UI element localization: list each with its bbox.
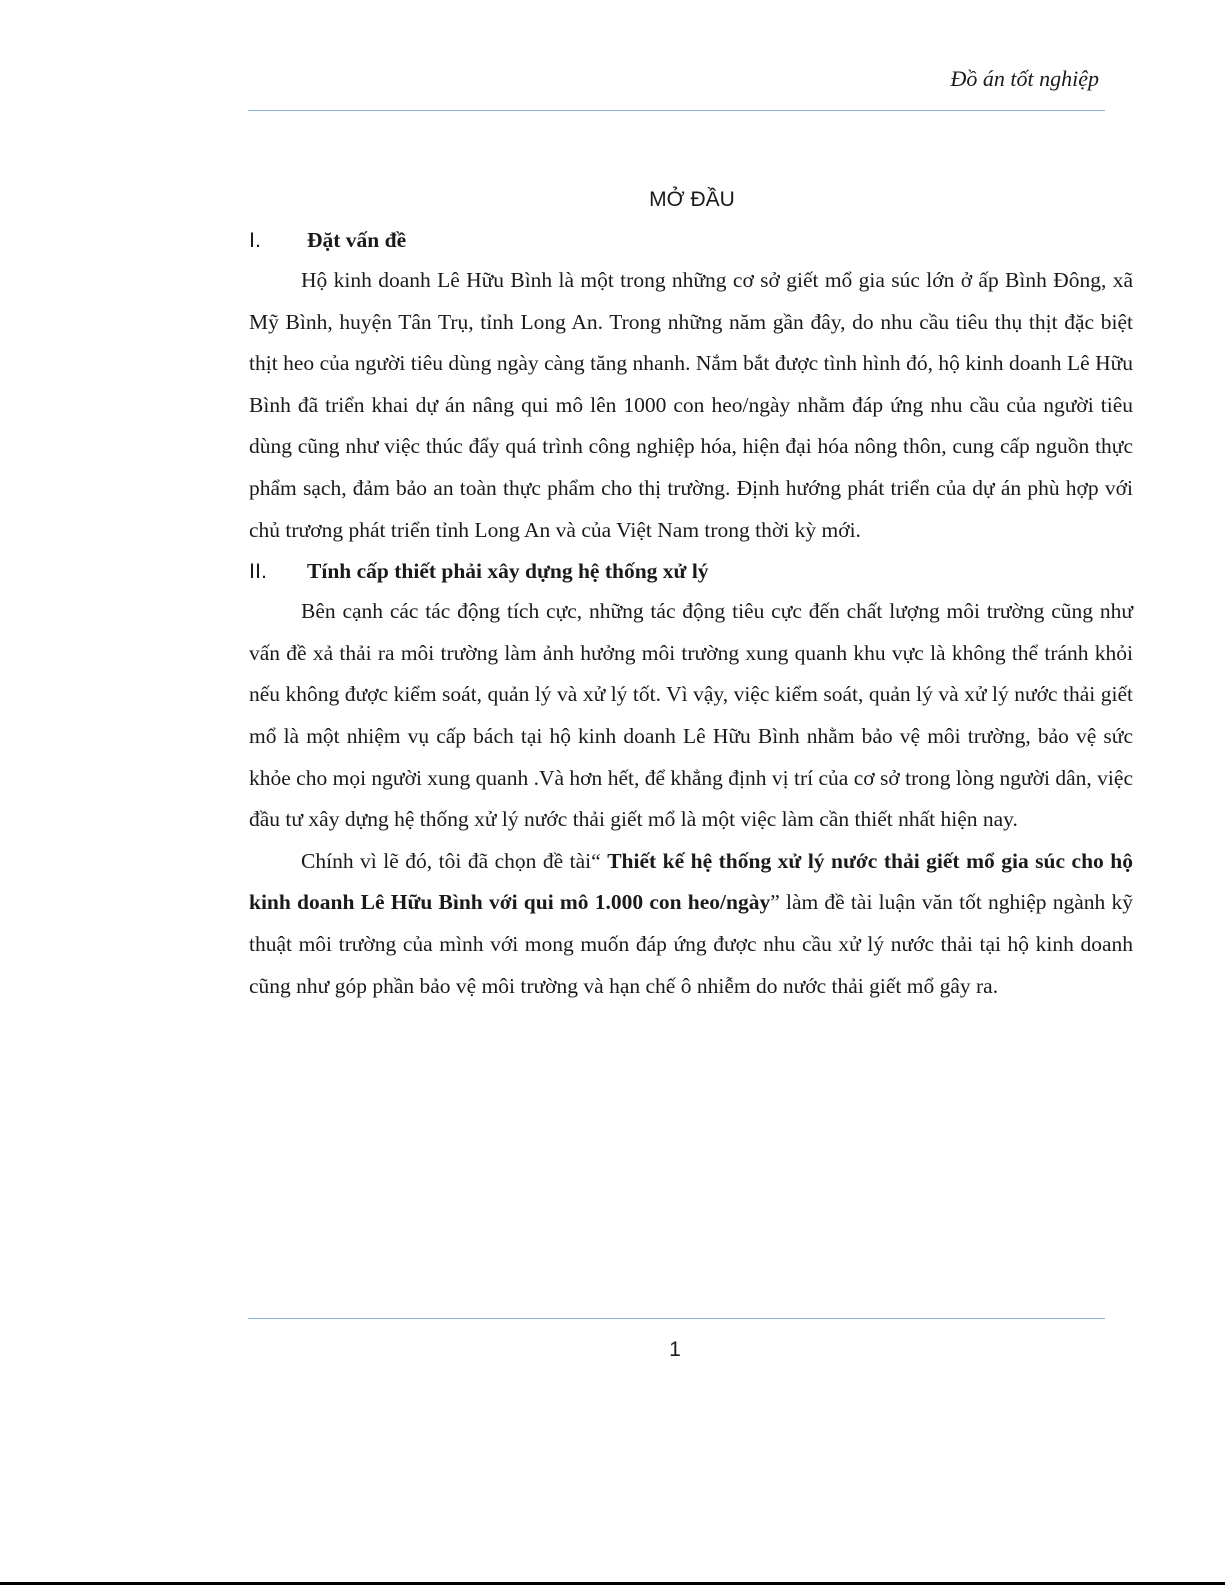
section-heading-1 (249, 220, 1133, 260)
paragraph: Bên cạnh các tác động tích cực, những tác động tiêu cực đến chất lượng môi trường cũng như vấn đề xả thải ra môi trường làm ảnh hưởng môi trường xung quanh khu vực là không thể tránh khỏi nếu không được kiểm soát, quản lý và xử lý tốt. Vì vậy, việc kiểm soát, quản lý và xử lý nước thải giết mổ là một nhiệm vụ cấp bách tại hộ kinh doanh Lê Hữu Bình nhằm bảo vệ môi trường, bảo vệ sức khỏe cho mọi người xung quanh .Và hơn hết, để khẳng định vị trí của cơ sở trong lòng người dân, việc đầu tư xây dựng hệ thống xử lý nước thải giết mổ là một việc làm cần thiết nhất hiện nay. (249, 599, 1133, 832)
section-heading-text: Đặt vấn đề (307, 228, 407, 252)
footer-rule (248, 1318, 1105, 1319)
section-number: II. (249, 559, 267, 584)
paragraph: Hộ kinh doanh Lê Hữu Bình là một trong những cơ sở giết mổ gia súc lớn ở ấp Bình Đông, xã Mỹ Bình, huyện Tân Trụ, tỉnh Long An. Trong những năm gần đây, do nhu cầu tiêu thụ thịt đặc biệt thịt heo của người tiêu dùng ngày càng tăng nhanh. Nắm bắt được tình hình đó, hộ kinh doanh Lê Hữu Bình đã triển khai dự án nâng qui mô lên 1000 con heo/ngày nhằm đáp ứng nhu cầu của người tiêu dùng cũng như việc thúc đẩy quá trình công nghiệp hóa, hiện đại hóa nông thôn, cung cấp nguồn thực phẩm sạch, đảm bảo an toàn thực phẩm cho thị trường. Định hướng phát triển của dự án phù hợp với chủ trương phát triển tỉnh Long An và của Việt Nam trong thời kỳ mới. (249, 268, 1133, 542)
closing-text-after: ” làm đề tài luận văn tốt nghiệp ngành kỹ thuật môi trường của mình với mong muốn đáp ứng được nhu cầu xử lý nước thải tại hộ kinh doanh cũng như góp phần bảo vệ môi trường và hạn chế ô nhiễm do nước thải giết mổ gây ra. (249, 890, 1133, 998)
section-heading-2 (249, 551, 1133, 591)
closing-text-before: Chính vì lẽ đó, tôi đã chọn đề tài“ (301, 848, 608, 873)
page-title: MỞ ĐẦU (649, 188, 735, 211)
thesis-title: Thiết kế hệ thống xử lý nước thải giết mổ gia súc cho hộ kinh doanh Lê Hữu Bình với qui mô 1.000 con heo/ngày (249, 848, 1133, 915)
page-body (249, 180, 1133, 1007)
running-header: Đồ án tốt nghiệp (950, 66, 1099, 91)
section-heading-text: Tính cấp thiết phải xây dựng hệ thống xử lý (307, 559, 709, 584)
section-number: I. (249, 228, 261, 252)
closing-paragraph (249, 841, 1133, 1007)
page-number: 1 (669, 1338, 681, 1361)
header-rule (248, 110, 1105, 111)
